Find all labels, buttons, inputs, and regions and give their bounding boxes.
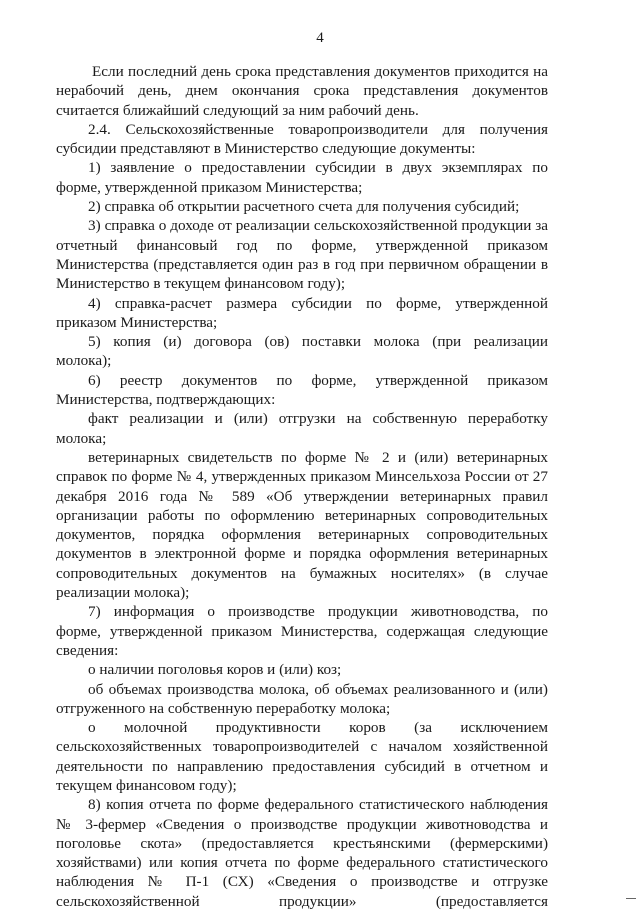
text-line: Если последний день срока представления документов приходится на <box>92 63 548 80</box>
text-line: 8) копия отчета по форме федерального статистического наблюдения <box>88 796 548 814</box>
text-line: сопроводительных документов на бумажных носителях» (в случае <box>56 564 548 582</box>
text-line: реализации молока); <box>56 584 190 602</box>
text-line: ветеринарных свидетельств по форме № 2 и (или) ветеринарных <box>88 448 548 466</box>
text-line: считается ближайший следующий за ним рабочий день. <box>56 101 419 119</box>
text-line: молока); <box>56 352 112 370</box>
page-edge-mark <box>626 898 636 899</box>
text-line: 1) заявление о предоставлении субсидии в двух экземплярах по <box>88 159 548 177</box>
text-line: отгруженного на собственную переработку молока; <box>56 699 391 717</box>
text-line: № 3-фермер «Сведения о производстве продукции животноводства и <box>56 815 548 833</box>
text-line: приказом Министерства; <box>56 313 218 331</box>
text-line: текущем финансовом году); <box>56 776 237 794</box>
text-line: 2.4. Сельскохозяйственные товаропроизводители для получения <box>88 120 548 138</box>
text-line: документов, порядка оформления ветеринарных сопроводительных <box>56 526 548 544</box>
text-line: факт реализации и (или) отгрузки на собственную переработку <box>88 410 548 428</box>
text-line: документов в электронной форме и порядка оформления ветеринарных <box>56 545 548 563</box>
text-line: Министерства (представляется один раз в год при первичном обращении в <box>56 255 548 273</box>
page-number: 4 <box>316 30 324 46</box>
text-line: справок по форме № 4, утвержденных приказом Минсельхоза России от 27 <box>56 468 548 486</box>
text-line: 5) копия (и) договора (ов) поставки молока (при реализации <box>88 333 548 351</box>
text-line: 7) информация о производстве продукции животноводства, по <box>88 603 548 621</box>
text-line: субсидии представляют в Министерство следующие документы: <box>56 140 476 158</box>
text-line: молока; <box>56 429 107 447</box>
text-line: деятельности по направлению предоставления субсидий в отчетном и <box>56 757 548 775</box>
text-line: организации работы по оформлению ветеринарных сопроводительных <box>56 506 548 524</box>
text-line: хозяйствами) или копия отчета по форме федерального статистического <box>56 854 548 872</box>
text-line: об объемах производства молока, об объемах реализованного и (или) <box>88 680 548 698</box>
text-line: о молочной продуктивности коров (за исключением <box>88 719 548 737</box>
text-line: поголовье скота» (предоставляется крестьянскими (фермерскими) <box>56 834 548 852</box>
text-line: сельскохозяйственной продукции» (предоставляется <box>56 892 548 910</box>
text-line: нерабочий день, днем окончания срока представления документов <box>56 82 548 100</box>
text-line: 6) реестр документов по форме, утвержденной приказом <box>88 371 548 389</box>
text-line: отчетный финансовый год по форме, утвержденной приказом <box>56 236 548 254</box>
text-line: 2) справка об открытии расчетного счета для получения субсидий; <box>88 198 520 216</box>
text-line: 3) справка о доходе от реализации сельскохозяйственной продукции за <box>88 217 548 235</box>
text-line: Министерство в текущем финансовом году); <box>56 275 346 293</box>
text-line: форме, утвержденной приказом Министерства, содержащая следующие <box>56 622 548 640</box>
text-line: о наличии поголовья коров и (или) коз; <box>88 661 342 679</box>
text-line: сведения: <box>56 641 119 659</box>
text-line: сельскохозяйственных товаропроизводителей с началом хозяйственной <box>56 738 548 756</box>
text-line: наблюдения № П-1 (СХ) «Сведения о производстве и отгрузке <box>56 873 548 891</box>
text-line: форме, утвержденной приказом Министерства; <box>56 178 363 196</box>
text-line: Министерства, подтверждающих: <box>56 391 276 409</box>
text-line: 4) справка-расчет размера субсидии по форме, утвержденной <box>88 294 548 312</box>
text-line: декабря 2016 года № 589 «Об утверждении ветеринарных правил <box>56 487 548 505</box>
document-body <box>56 62 548 911</box>
